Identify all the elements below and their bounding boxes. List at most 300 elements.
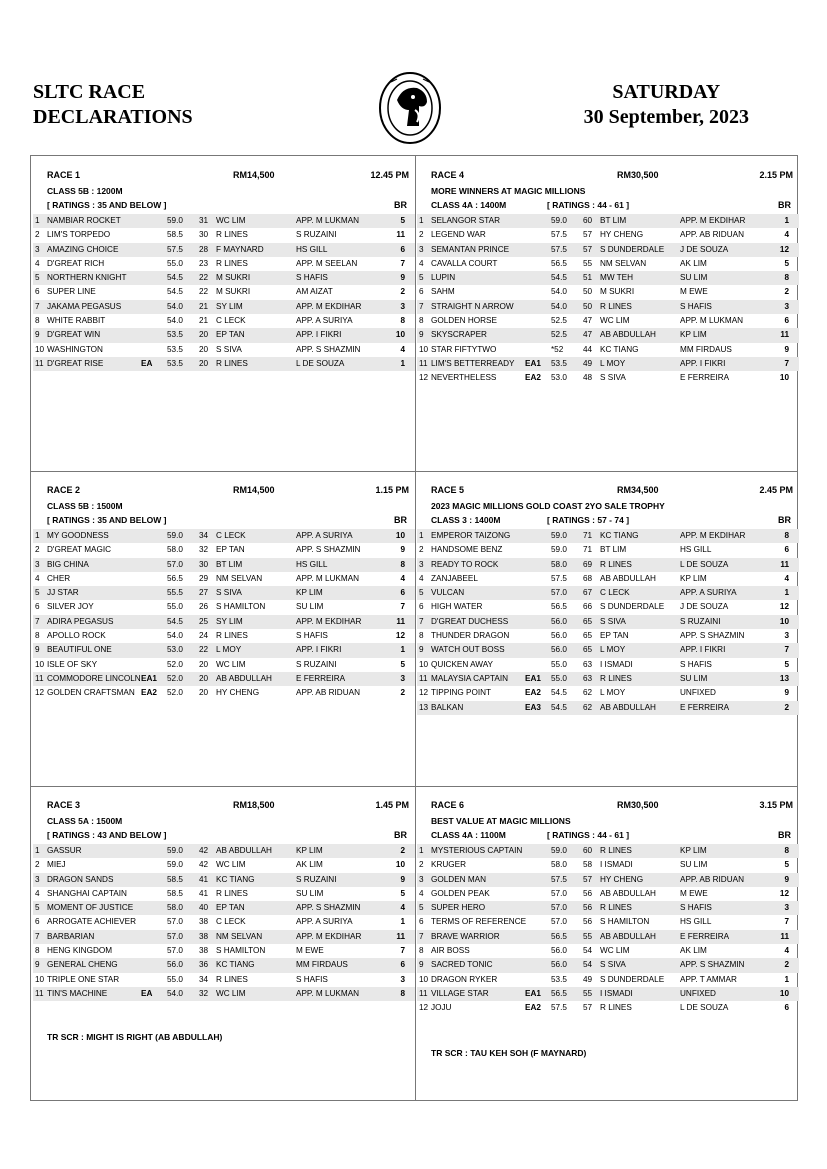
weight: 57.5 — [167, 244, 183, 254]
runner-row — [417, 629, 799, 643]
jockey-name: HS GILL — [680, 917, 712, 927]
runner-row — [417, 271, 799, 285]
jockey-name: KP LIM — [296, 846, 323, 855]
runner-row — [33, 243, 415, 257]
rating: 56 — [583, 917, 593, 927]
barrier-draw: 8 — [400, 988, 405, 998]
jockey-name: APP. AB RIDUAN — [296, 688, 361, 698]
emergency-acceptor: EA2 — [525, 1003, 541, 1013]
runner-number: 7 — [35, 616, 40, 626]
runner-number: 7 — [35, 301, 40, 311]
weight: 54.5 — [551, 688, 567, 698]
rating: 34 — [199, 531, 209, 540]
trainer-name: NM SELVAN — [216, 931, 263, 941]
jockey-name: APP. M LUKMAN — [680, 316, 744, 326]
race-distance: CLASS 4A : 1400M — [431, 200, 507, 210]
barrier-draw: 10 — [395, 860, 405, 870]
horse-name: MY GOODNESS — [47, 531, 109, 540]
jockey-name: APP. T AMMAR — [680, 974, 737, 984]
horse-name: D'GREAT DUCHESS — [431, 616, 509, 626]
trainer-name: S SIVA — [600, 373, 626, 383]
jockey-name: S RUZAINI — [296, 659, 337, 669]
trainer-name: R LINES — [216, 358, 248, 368]
jockey-name: SU LIM — [680, 860, 708, 870]
weight: 54.5 — [167, 273, 183, 283]
trainer-name: R LINES — [600, 301, 632, 311]
jockey-name: APP. S SHAZMIN — [680, 960, 745, 970]
trainer-name: WC LIM — [216, 216, 246, 225]
trainer-name: WC LIM — [216, 860, 246, 870]
rating: 71 — [583, 545, 593, 555]
horse-name: LIM'S TORPEDO — [47, 230, 111, 240]
weight: 53.0 — [551, 373, 567, 383]
race-time: 1.45 PM — [375, 800, 409, 810]
rating: 41 — [199, 874, 209, 884]
weight: 54.0 — [551, 301, 567, 311]
rating: 20 — [199, 688, 209, 698]
rating: 30 — [199, 230, 209, 240]
title-line-1: SLTC RACE — [33, 81, 146, 103]
runner-number: 6 — [419, 287, 424, 297]
horse-name: HANDSOME BENZ — [431, 545, 503, 555]
runner-row — [33, 629, 415, 643]
barrier-draw: 1 — [784, 974, 789, 984]
runner-number: 10 — [35, 974, 45, 984]
runner-number: 10 — [35, 344, 45, 354]
horse-name: VULCAN — [431, 588, 465, 598]
barrier-draw: 8 — [784, 531, 789, 540]
weight: 53.5 — [167, 344, 183, 354]
jockey-name: S HAFIS — [296, 631, 328, 641]
runner-number: 8 — [419, 631, 424, 641]
runner-list — [33, 214, 415, 371]
runner-row — [417, 672, 799, 686]
jockey-name: APP. A SURIYA — [296, 917, 353, 927]
rating: 57 — [583, 244, 593, 254]
weight: 56.0 — [551, 631, 567, 641]
rating: 63 — [583, 659, 593, 669]
barrier-draw: 8 — [784, 846, 789, 855]
rating: 55 — [583, 258, 593, 268]
trainer-name: WC LIM — [216, 659, 246, 669]
runner-number: 3 — [35, 559, 40, 569]
trainer-name: M SUKRI — [600, 287, 635, 297]
barrier-draw: 11 — [780, 559, 789, 569]
barrier-draw: 6 — [784, 1003, 789, 1013]
race-prize: RM18,500 — [233, 800, 275, 810]
runner-row — [417, 686, 799, 700]
race-grid — [30, 155, 798, 1101]
horse-name: D'GREAT RICH — [47, 258, 105, 268]
race-prize: RM14,500 — [233, 170, 275, 180]
weight: 56.5 — [551, 258, 567, 268]
weight: 57.0 — [167, 559, 183, 569]
barrier-draw: 4 — [400, 573, 405, 583]
trainer-name: BT LIM — [600, 545, 627, 555]
race-ratings: [ RATINGS : 57 - 74 ] — [547, 515, 630, 525]
trainer-name: S SIVA — [600, 616, 626, 626]
runner-row — [417, 543, 799, 557]
trainer-name: WC LIM — [600, 316, 630, 326]
jockey-name: APP. M LUKMAN — [296, 988, 360, 998]
runner-number: 3 — [419, 244, 424, 254]
trainer-name: S SIVA — [216, 344, 242, 354]
rating: 56 — [583, 888, 593, 898]
barrier-header: BR — [394, 515, 407, 525]
trainer-name: S SIVA — [600, 960, 626, 970]
horse-name: THUNDER DRAGON — [431, 631, 510, 641]
runner-row — [417, 915, 799, 929]
runner-number: 10 — [419, 974, 429, 984]
horse-name: ISLE OF SKY — [47, 659, 98, 669]
jockey-name: APP. M LUKMAN — [296, 216, 360, 225]
weight: 52.0 — [167, 659, 183, 669]
trainer-name: BT LIM — [600, 216, 627, 225]
weight: 52.0 — [167, 673, 183, 683]
runner-row — [33, 958, 415, 972]
barrier-draw: 1 — [784, 216, 789, 225]
runner-number: 12 — [419, 373, 429, 383]
barrier-draw: 11 — [780, 931, 789, 941]
runner-number: 1 — [35, 531, 40, 540]
horse-name: BARBARIAN — [47, 931, 95, 941]
horse-name: SHANGHAI CAPTAIN — [47, 888, 127, 898]
weight: 59.0 — [551, 545, 567, 555]
emergency-acceptor: EA2 — [141, 688, 157, 698]
horse-name: SELANGOR STAR — [431, 216, 501, 225]
rating: 27 — [199, 588, 209, 598]
horse-name: BALKAN — [431, 702, 464, 712]
horse-name: TIN'S MACHINE — [47, 988, 108, 998]
barrier-draw: 6 — [784, 316, 789, 326]
weight: 56.0 — [551, 946, 567, 956]
runner-number: 10 — [419, 344, 429, 354]
trainer-name: AB ABDULLAH — [600, 573, 656, 583]
trainer-name: SY LIM — [216, 616, 243, 626]
jockey-name: S HAFIS — [296, 974, 328, 984]
rating: 24 — [199, 631, 209, 641]
runner-row — [417, 615, 799, 629]
barrier-draw: 12 — [779, 602, 789, 612]
barrier-draw: 9 — [400, 545, 405, 555]
weight: 53.0 — [167, 645, 183, 655]
jockey-name: HS GILL — [296, 559, 328, 569]
barrier-draw: 8 — [784, 273, 789, 283]
runner-number: 2 — [419, 860, 424, 870]
trainer-name: R LINES — [600, 846, 632, 855]
trainer-name: R LINES — [216, 230, 248, 240]
jockey-name: APP. S SHAZMIN — [296, 903, 361, 913]
rating: 20 — [199, 358, 209, 368]
rating: 48 — [583, 373, 593, 383]
horse-name: KRUGER — [431, 860, 467, 870]
runner-number: 4 — [35, 258, 40, 268]
runner-number: 4 — [35, 888, 40, 898]
trainer-name: WC LIM — [600, 946, 630, 956]
runner-row — [33, 529, 415, 543]
weight: 56.0 — [551, 960, 567, 970]
jockey-name: APP. M EKDIHAR — [680, 531, 746, 540]
rating: 22 — [199, 645, 209, 655]
barrier-draw: 1 — [400, 358, 405, 368]
jockey-name: HS GILL — [296, 244, 328, 254]
trainer-name: R LINES — [600, 559, 632, 569]
barrier-draw: 4 — [784, 573, 789, 583]
barrier-draw: 2 — [400, 688, 405, 698]
runner-number: 7 — [419, 931, 424, 941]
jockey-name: E FERREIRA — [296, 673, 346, 683]
jockey-name: SU LIM — [296, 602, 324, 612]
horse-name: STRAIGHT N ARROW — [431, 301, 514, 311]
barrier-draw: 6 — [400, 588, 405, 598]
barrier-header: BR — [778, 830, 791, 840]
weight: 52.5 — [551, 316, 567, 326]
race-number: RACE 4 — [431, 170, 465, 180]
emergency-acceptor: EA1 — [525, 988, 541, 998]
runner-number: 3 — [419, 559, 424, 569]
runner-row — [417, 901, 799, 915]
runner-number: 2 — [35, 860, 40, 870]
trainer-name: L MOY — [600, 688, 626, 698]
rating: 38 — [199, 917, 209, 927]
runner-list — [417, 214, 799, 386]
race-class: MORE WINNERS AT MAGIC MILLIONS — [431, 186, 586, 196]
runner-row — [417, 228, 799, 242]
rating: 56 — [583, 903, 593, 913]
jockey-name: L DE SOUZA — [680, 559, 729, 569]
horse-name: SUPER LINE — [47, 287, 96, 297]
runner-list — [417, 844, 799, 1016]
weight: 59.0 — [167, 216, 183, 225]
runner-row — [33, 543, 415, 557]
weight: 54.0 — [167, 301, 183, 311]
race-number: RACE 5 — [431, 485, 465, 495]
trainer-name: BT LIM — [216, 559, 243, 569]
weight: 58.5 — [167, 888, 183, 898]
trainer-name: AB ABDULLAH — [600, 702, 656, 712]
runner-number: 7 — [419, 301, 424, 311]
barrier-draw: 3 — [784, 301, 789, 311]
jockey-name: L DE SOUZA — [680, 1003, 729, 1013]
trainer-name: KC TIANG — [600, 531, 639, 540]
runner-number: 12 — [419, 1003, 429, 1013]
rating: 57 — [583, 1003, 593, 1013]
trainer-name: L MOY — [600, 645, 626, 655]
runner-number: 9 — [35, 330, 40, 340]
emergency-acceptor: EA1 — [525, 358, 541, 368]
race-class: 2023 MAGIC MILLIONS GOLD COAST 2YO SALE TROPHY — [431, 501, 665, 511]
jockey-name: S RUZAINI — [296, 230, 337, 240]
runner-row — [417, 328, 799, 342]
runner-row — [417, 987, 799, 1001]
trainer-name: HY CHENG — [600, 230, 644, 240]
rating: 22 — [199, 273, 209, 283]
weight: 53.5 — [551, 974, 567, 984]
runner-number: 5 — [35, 588, 40, 598]
rating: 54 — [583, 960, 593, 970]
barrier-draw: 4 — [784, 946, 789, 956]
weight: 57.0 — [551, 888, 567, 898]
runner-row — [417, 658, 799, 672]
jockey-name: APP. S SHAZMIN — [296, 545, 361, 555]
barrier-draw: 12 — [779, 888, 789, 898]
trainer-name: S SIVA — [216, 588, 242, 598]
runner-number: 9 — [419, 330, 424, 340]
runner-row — [33, 915, 415, 929]
runner-number: 5 — [419, 273, 424, 283]
runner-row — [417, 371, 799, 385]
jockey-name: SU LIM — [680, 673, 708, 683]
weight: 57.5 — [551, 573, 567, 583]
weight: 53.5 — [551, 358, 567, 368]
runner-number: 11 — [419, 358, 428, 368]
horse-name: READY TO ROCK — [431, 559, 499, 569]
horse-name: GOLDEN PEAK — [431, 888, 490, 898]
jockey-name: S HAFIS — [680, 659, 712, 669]
jockey-name: APP. M EKDIHAR — [680, 216, 746, 225]
runner-row — [33, 257, 415, 271]
trainer-name: HY CHENG — [216, 688, 260, 698]
barrier-draw: 2 — [400, 846, 405, 855]
barrier-draw: 2 — [784, 702, 789, 712]
weight: 59.0 — [167, 846, 183, 855]
trainer-name: EP TAN — [216, 903, 245, 913]
trainer-name: AB ABDULLAH — [216, 673, 272, 683]
runner-row — [33, 343, 415, 357]
weight: 55.0 — [551, 659, 567, 669]
horse-name: SILVER JOY — [47, 602, 94, 612]
barrier-draw: 9 — [784, 344, 789, 354]
runner-row — [417, 858, 799, 872]
horse-name: GOLDEN HORSE — [431, 316, 497, 326]
weight: 54.0 — [167, 316, 183, 326]
runner-row — [33, 930, 415, 944]
race-time: 12.45 PM — [370, 170, 409, 180]
race-distance: CLASS 3 : 1400M — [431, 515, 501, 525]
jockey-name: AK LIM — [296, 860, 323, 870]
race-number: RACE 2 — [47, 485, 81, 495]
horse-name: COMMODORE LINCOLN — [47, 673, 141, 683]
weight: 54.0 — [551, 287, 567, 297]
horse-name: STAR FIFTYTWO — [431, 344, 497, 354]
weight: 54.5 — [551, 273, 567, 283]
runner-number: 7 — [35, 931, 40, 941]
barrier-header: BR — [778, 515, 791, 525]
rating: 21 — [199, 301, 209, 311]
weight: 53.5 — [167, 358, 183, 368]
horse-name: SACRED TONIC — [431, 960, 493, 970]
barrier-draw: 6 — [400, 960, 405, 970]
race-panel — [415, 786, 799, 1101]
horse-name: VILLAGE STAR — [431, 988, 489, 998]
rating: 20 — [199, 659, 209, 669]
trainer-name: AB ABDULLAH — [600, 931, 656, 941]
weight: 54.0 — [167, 631, 183, 641]
runner-number: 12 — [419, 688, 429, 698]
weight: 59.0 — [551, 846, 567, 855]
runner-number: 11 — [35, 988, 44, 998]
barrier-draw: 3 — [400, 974, 405, 984]
barrier-draw: 11 — [780, 330, 789, 340]
trainer-name: L MOY — [216, 645, 242, 655]
weight: 59.0 — [167, 860, 183, 870]
race-time: 1.15 PM — [375, 485, 409, 495]
barrier-draw: 3 — [400, 673, 405, 683]
race-ratings: [ RATINGS : 44 - 61 ] — [547, 200, 630, 210]
runner-row — [33, 973, 415, 987]
runner-number: 8 — [419, 946, 424, 956]
runner-row — [417, 944, 799, 958]
runner-row — [33, 228, 415, 242]
runner-number: 6 — [419, 917, 424, 927]
barrier-draw: 4 — [400, 344, 405, 354]
runner-row — [33, 285, 415, 299]
runner-row — [33, 586, 415, 600]
runner-number: 8 — [35, 631, 40, 641]
barrier-draw: 5 — [784, 659, 789, 669]
horse-name: TIPPING POINT — [431, 688, 492, 698]
runner-number: 10 — [35, 659, 45, 669]
weight: 57.0 — [551, 903, 567, 913]
trainer-name: M SUKRI — [216, 287, 251, 297]
weight: 52.5 — [551, 330, 567, 340]
runner-list — [33, 529, 415, 701]
barrier-draw: 7 — [784, 917, 789, 927]
rating: 69 — [583, 559, 593, 569]
horse-name: CHER — [47, 573, 71, 583]
weight: 55.0 — [551, 673, 567, 683]
weight: 56.5 — [551, 931, 567, 941]
weight: 55.0 — [167, 974, 183, 984]
runner-number: 5 — [35, 903, 40, 913]
jockey-name: APP. I FIKRI — [296, 645, 342, 655]
horse-name: SKYSCRAPER — [431, 330, 487, 340]
race-panel — [31, 786, 415, 1101]
horse-name: GOLDEN MAN — [431, 874, 487, 884]
weight: 54.0 — [167, 988, 183, 998]
rating: 44 — [583, 344, 593, 354]
barrier-draw: 4 — [400, 903, 405, 913]
rating: 55 — [583, 988, 593, 998]
rating: 32 — [199, 545, 209, 555]
jockey-name: APP. M LUKMAN — [296, 573, 360, 583]
barrier-draw: 9 — [400, 874, 405, 884]
horse-name: DRAGON RYKER — [431, 974, 498, 984]
horse-name: BIG CHINA — [47, 559, 89, 569]
runner-number: 1 — [419, 846, 424, 855]
emergency-acceptor: EA — [141, 988, 153, 998]
barrier-draw: 5 — [784, 860, 789, 870]
jockey-name: APP. A SURIYA — [296, 531, 353, 540]
runner-row — [33, 901, 415, 915]
race-header — [415, 485, 799, 497]
runner-row — [33, 357, 415, 371]
runner-number: 5 — [419, 903, 424, 913]
barrier-header: BR — [778, 200, 791, 210]
runner-number: 9 — [419, 960, 424, 970]
barrier-draw: 12 — [395, 631, 405, 641]
trainer-name: R LINES — [216, 888, 248, 898]
trainer-name: KC TIANG — [600, 344, 639, 354]
race-full-date: 30 September, 2023 — [583, 106, 749, 128]
horse-name: HIGH WATER — [431, 602, 483, 612]
race-prize: RM30,500 — [617, 800, 659, 810]
barrier-draw: 2 — [784, 960, 789, 970]
horse-name: SEMANTAN PRINCE — [431, 244, 510, 254]
weight: 55.0 — [167, 258, 183, 268]
rating: 38 — [199, 931, 209, 941]
rating: 49 — [583, 358, 593, 368]
